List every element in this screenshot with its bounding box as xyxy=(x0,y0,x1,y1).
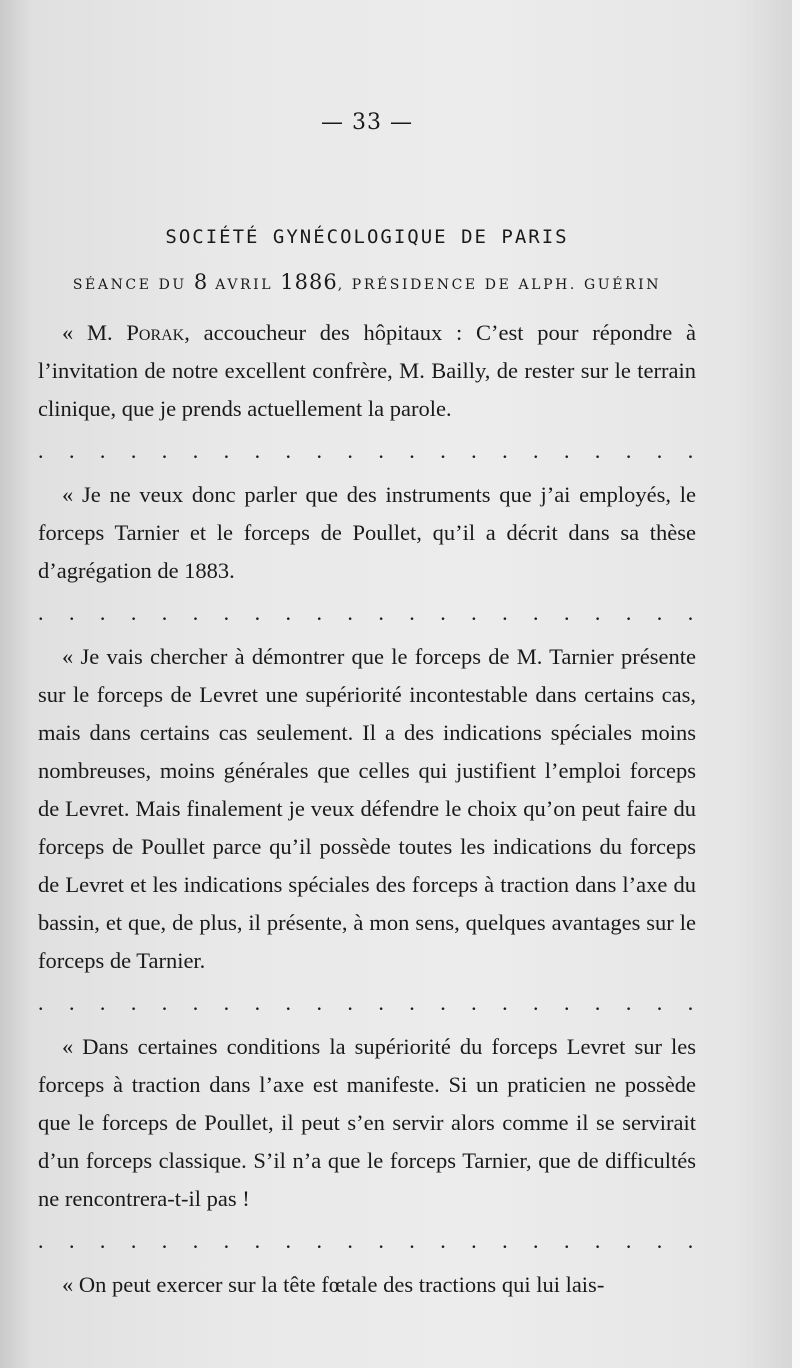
session-suffix: , PRÉSIDENCE DE ALPH. GUÉRIN xyxy=(337,277,662,293)
dot: . xyxy=(99,990,106,1015)
dot: . xyxy=(161,600,168,625)
page-edge xyxy=(792,0,800,1368)
dot: . xyxy=(316,438,322,463)
dot: . xyxy=(625,600,632,625)
dot: . xyxy=(347,990,353,1015)
dot: . xyxy=(130,600,137,625)
dot: . xyxy=(471,600,477,625)
dot: . xyxy=(254,600,261,625)
dot: . xyxy=(38,438,44,463)
dot: . xyxy=(38,1228,44,1253)
dot: . xyxy=(285,990,291,1015)
dot: . xyxy=(99,600,106,625)
dot: . xyxy=(347,1228,353,1253)
dot: . xyxy=(409,438,415,463)
paragraph-lead: « M. xyxy=(62,320,127,345)
dot: . xyxy=(533,600,539,625)
dot: . xyxy=(254,1228,261,1253)
dot: . xyxy=(130,438,137,463)
dot: . xyxy=(68,1228,75,1253)
dot: . xyxy=(161,990,168,1015)
dot: . xyxy=(38,600,44,625)
dot: . xyxy=(223,600,230,625)
dot: . xyxy=(533,1228,539,1253)
paragraph-porak-intro xyxy=(38,314,696,428)
paragraph-levret-superiority: « Dans certaines conditions la supériorité du forceps Levret sur les forceps à traction dans l’axe est manifeste. Si un praticien ne possède que le forceps de Poullet, il peut s’en servir alors comme il se servirait d’un forceps classique. S’il n’a que le forceps Tarnier, que de difficultés ne rencontrera-t-il pas ! xyxy=(38,1034,696,1211)
dot: . xyxy=(440,990,446,1015)
paragraph-tarnier-levret: « Je vais chercher à démontrer que le forceps de M. Tarnier présente sur le forceps de Levret une supériorité incontestable dans certains cas, mais dans certains cas seulement. Il a des indications spéciales moins nombreuses, moins générales que celles qui justifient l’emploi forceps de Levret. Mais finalement je veux défendre le choix qu’on peut faire du forceps de Poullet parce qu’il possède toutes les indications du forceps de Levret et les indications spéciales des forceps à traction dans l’axe du bassin, et que, de plus, il présente, à mon sens, quelques avantages sur le forceps de Tarnier. xyxy=(38,644,696,973)
dot: . xyxy=(38,990,44,1015)
dot: . xyxy=(254,990,261,1015)
dot: . xyxy=(316,1228,322,1253)
session-month: AVRIL xyxy=(208,277,281,293)
dot: . xyxy=(316,990,322,1015)
dot-leader-row xyxy=(38,594,696,632)
dot: . xyxy=(594,990,601,1015)
dot: . xyxy=(192,438,199,463)
dot: . xyxy=(471,1228,477,1253)
dot: . xyxy=(594,600,601,625)
paragraph-tractions: « On peut exercer sur la tête fœtale des tractions qui lui lais- xyxy=(62,1272,605,1297)
dot: . xyxy=(594,1228,601,1253)
paragraph-body: , accoucheur des hôpitaux : C’est pour répondre à l’invitation de notre excellent confrère, M. Bailly, de rester sur le terrain clinique, que je prends actuellement la parole. xyxy=(38,320,696,421)
dot: . xyxy=(502,600,508,625)
dot: . xyxy=(223,990,230,1015)
page-text-block xyxy=(38,100,696,1304)
dot: . xyxy=(68,600,75,625)
dot: . xyxy=(192,990,199,1015)
dot: . xyxy=(161,1228,168,1253)
dot: . xyxy=(563,600,570,625)
dot: . xyxy=(563,1228,570,1253)
dot: . xyxy=(656,438,663,463)
dot: . xyxy=(223,1228,230,1253)
dot: . xyxy=(563,990,570,1015)
dot-leader-row xyxy=(38,1222,696,1260)
dot: . xyxy=(440,1228,446,1253)
dot: . xyxy=(347,438,353,463)
dot: . xyxy=(409,1228,415,1253)
dot: . xyxy=(625,990,632,1015)
dot: . xyxy=(130,1228,137,1253)
paragraph-instruments: « Je ne veux donc parler que des instruments que j’ai employés, le forceps Tarnier et le forceps de Poullet, qu’il a décrit dans sa thèse d’agrégation de 1883. xyxy=(38,482,696,583)
dot: . xyxy=(99,438,106,463)
dot: . xyxy=(563,438,570,463)
session-prefix: SÉANCE DU xyxy=(72,277,194,293)
dot: . xyxy=(687,438,694,463)
dot: . xyxy=(161,438,168,463)
dot: . xyxy=(687,1228,694,1253)
dot: . xyxy=(656,600,663,625)
dot: . xyxy=(68,438,75,463)
session-line xyxy=(38,270,696,314)
dot-leader-row xyxy=(38,984,696,1022)
dot: . xyxy=(687,600,694,625)
dot: . xyxy=(502,1228,508,1253)
session-day: 8 xyxy=(193,270,209,294)
dot: . xyxy=(687,990,694,1015)
dot: . xyxy=(471,438,477,463)
session-year: 1886 xyxy=(280,270,338,294)
dot: . xyxy=(223,438,230,463)
dot: . xyxy=(502,438,508,463)
dot: . xyxy=(254,438,261,463)
dot: . xyxy=(625,438,632,463)
dot: . xyxy=(656,990,663,1015)
dot: . xyxy=(378,1228,384,1253)
dot: . xyxy=(656,1228,663,1253)
dot: . xyxy=(378,990,384,1015)
speaker-name: Porak xyxy=(126,320,185,345)
dot: . xyxy=(594,438,601,463)
page-number: — 33 — xyxy=(321,110,413,135)
dot: . xyxy=(625,1228,632,1253)
dot: . xyxy=(192,600,199,625)
dot: . xyxy=(130,990,137,1015)
dot: . xyxy=(533,990,539,1015)
dot: . xyxy=(378,438,384,463)
dot: . xyxy=(285,600,291,625)
dot: . xyxy=(440,438,446,463)
dot: . xyxy=(99,1228,106,1253)
dot: . xyxy=(285,438,291,463)
dot: . xyxy=(533,438,539,463)
dot: . xyxy=(192,1228,199,1253)
dot: . xyxy=(68,990,75,1015)
dot: . xyxy=(378,600,384,625)
dot: . xyxy=(440,600,446,625)
dot: . xyxy=(316,600,322,625)
dot: . xyxy=(285,1228,291,1253)
dot: . xyxy=(471,990,477,1015)
dot-leader-row xyxy=(38,432,696,470)
dot: . xyxy=(409,990,415,1015)
dot: . xyxy=(502,990,508,1015)
society-title: SOCIÉTÉ GYNÉCOLOGIQUE DE PARIS xyxy=(165,226,569,248)
dot: . xyxy=(409,600,415,625)
dot: . xyxy=(347,600,353,625)
